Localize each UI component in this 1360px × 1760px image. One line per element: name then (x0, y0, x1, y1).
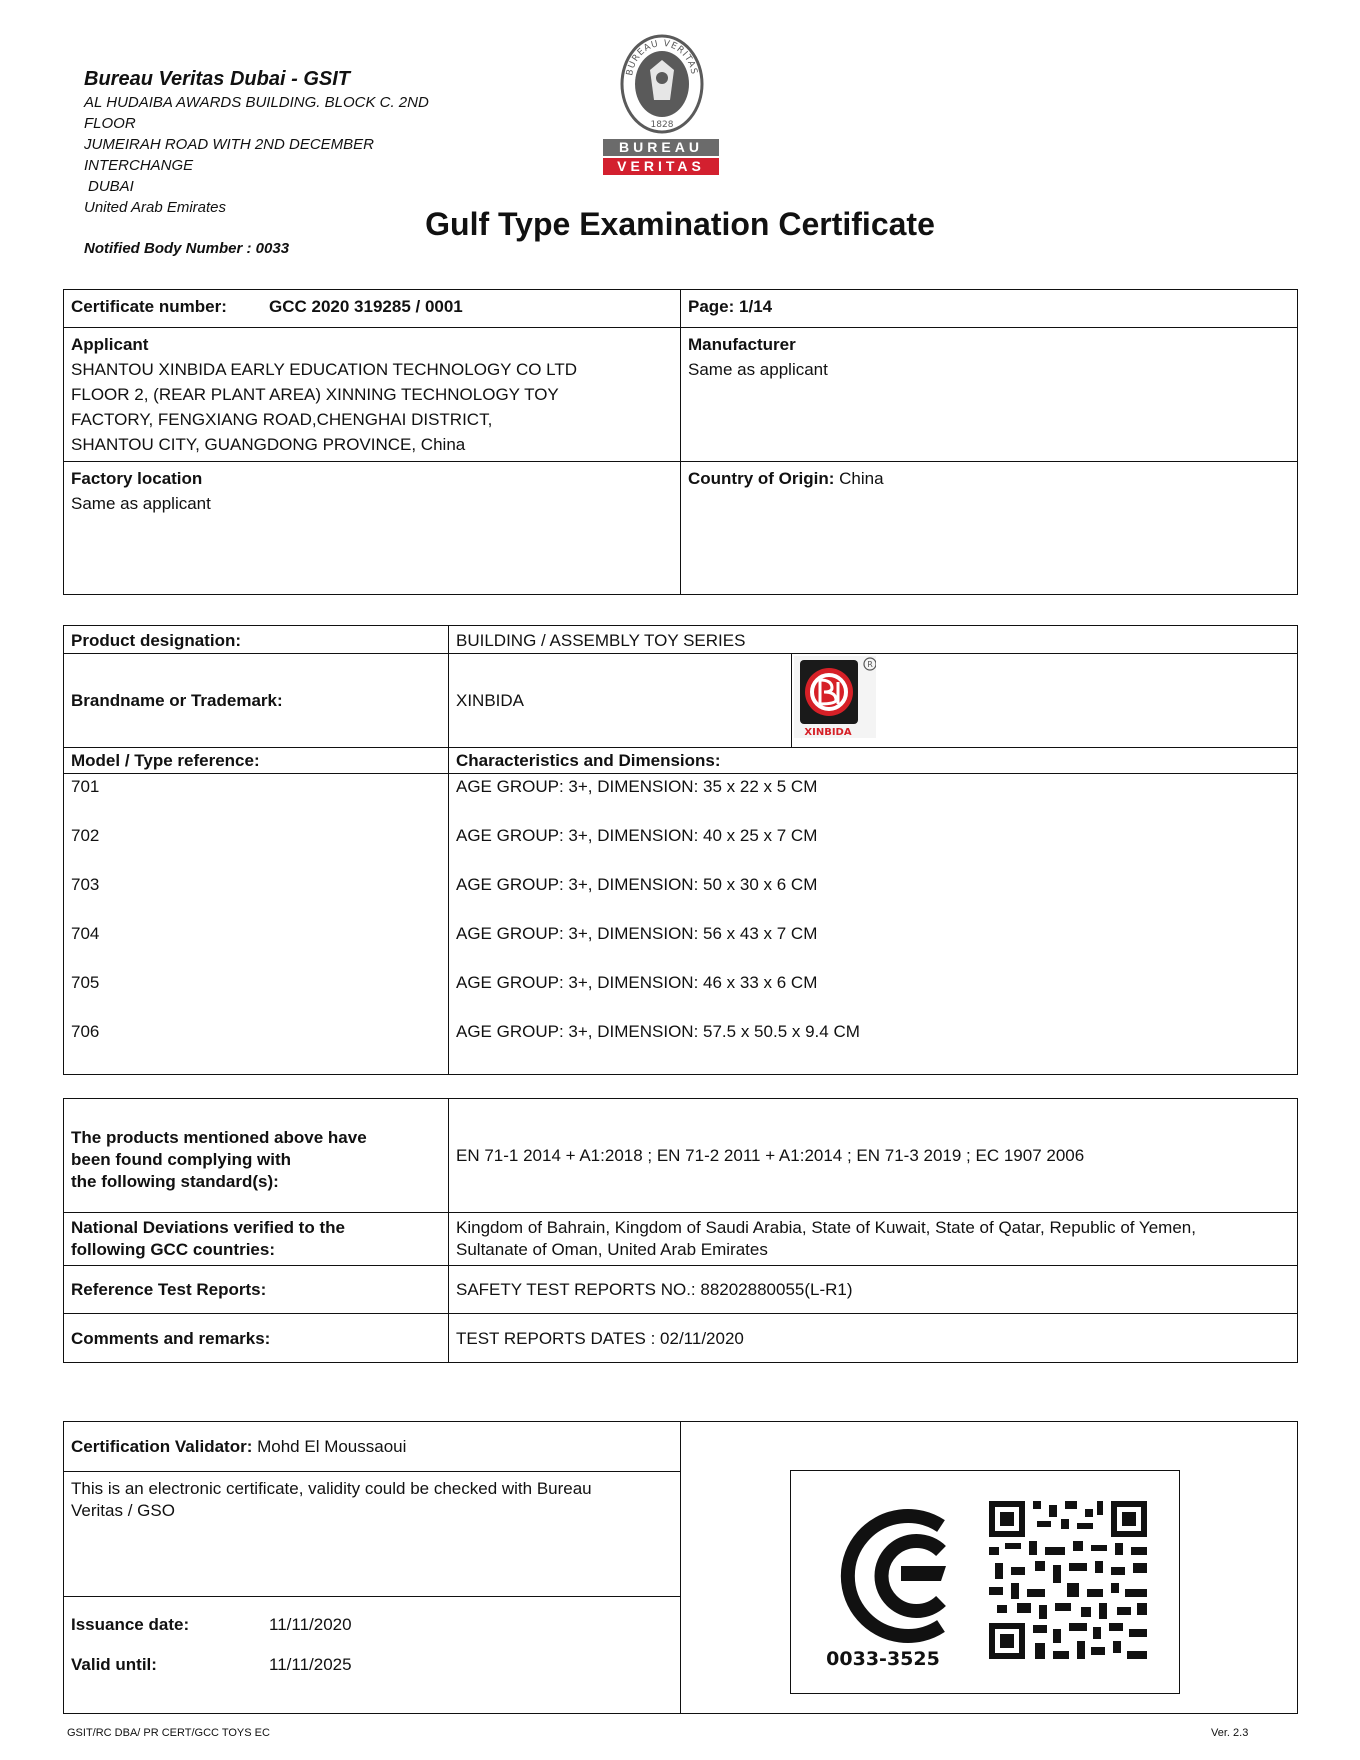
standards-label (64, 1099, 449, 1213)
model-reference: 706 (71, 1022, 100, 1041)
applicant-label: Applicant (71, 335, 149, 354)
manufacturer-label: Manufacturer (688, 335, 796, 354)
deviations-value (449, 1213, 1298, 1266)
certificate-header-table (63, 289, 1298, 595)
issuer-address-line: DUBAI (88, 178, 134, 195)
bureau-veritas-seal-icon (620, 30, 704, 134)
standards-label-line: the following standard(s): (71, 1171, 279, 1191)
characteristics-list (449, 774, 1298, 1075)
characteristics-header: Characteristics and Dimensions: (449, 748, 1298, 774)
seal-top-text: BUREAU VERITAS (625, 38, 699, 77)
page-number: Page: 1/14 (681, 290, 1298, 328)
applicant-line: SHANTOU CITY, GUANGDONG PROVINCE, China (71, 435, 466, 454)
valid-until-label: Valid until: (71, 1655, 157, 1674)
reference-reports-value: SAFETY TEST REPORTS NO.: 88202880055(L-R1) (449, 1266, 1298, 1314)
standards-value: EN 71-1 2014 + A1:2018 ; EN 71-2 2011 + A1:2014 ; EN 71-3 2019 ; EC 1907 2006 (449, 1099, 1298, 1213)
country-of-origin-value: China (839, 469, 884, 488)
comments-value: TEST REPORTS DATES : 02/11/2020 (449, 1314, 1298, 1363)
xinbida-logo-icon (794, 656, 876, 738)
model-reference-header: Model / Type reference: (64, 748, 449, 774)
issuer-address-line: INTERCHANGE (84, 157, 194, 174)
comments-label: Comments and remarks: (64, 1314, 449, 1363)
model-characteristics: AGE GROUP: 3+, DIMENSION: 57.5 x 50.5 x 9.4 CM (456, 1022, 860, 1041)
qr-code-icon (989, 1501, 1147, 1659)
factory-location-label: Factory location (71, 469, 203, 488)
deviations-line: Sultanate of Oman, United Arab Emirates (456, 1240, 768, 1259)
brand-logo-cell (792, 654, 1298, 748)
product-table (63, 625, 1298, 1075)
model-characteristics: AGE GROUP: 3+, DIMENSION: 40 x 25 x 7 CM (456, 826, 818, 845)
dates-cell (64, 1597, 681, 1714)
electronic-note-line: This is an electronic certificate, validity could be checked with Bureau (71, 1479, 592, 1498)
gcc-mark-icon (791, 1471, 1179, 1693)
issuer-address-line: AL HUDAIBA AWARDS BUILDING. BLOCK C. 2ND (84, 94, 429, 111)
deviations-line: Kingdom of Bahrain, Kingdom of Saudi Arabia, State of Kuwait, State of Qatar, Republic of Yemen, (456, 1218, 1196, 1237)
product-designation-label: Product designation: (64, 626, 449, 654)
deviations-label-line: National Deviations verified to the (71, 1218, 345, 1237)
logo-bureau-bar: BUREAU (603, 139, 719, 156)
standards-label-line: been found complying with (71, 1149, 292, 1169)
factory-location-cell (64, 462, 681, 595)
model-reference: 704 (71, 924, 100, 943)
deviations-label-line: following GCC countries: (71, 1240, 275, 1259)
country-of-origin-label: Country of Origin: (688, 469, 835, 488)
brandname-label: Brandname or Trademark: (64, 654, 449, 748)
applicant-line: FLOOR 2, (REAR PLANT AREA) XINNING TECHNOLOGY TOY (71, 385, 559, 404)
manufacturer-cell (681, 328, 1298, 462)
certificate-number-label: Certificate number: (71, 297, 227, 316)
gcc-mark-code: 0033-3525 (826, 1648, 940, 1670)
applicant-cell (64, 328, 681, 462)
country-of-origin-cell (681, 462, 1298, 595)
model-reference: 701 (71, 777, 100, 796)
page-title: Gulf Type Examination Certificate (425, 206, 935, 242)
certificate-number-cell (64, 290, 681, 328)
model-characteristics: AGE GROUP: 3+, DIMENSION: 56 x 43 x 7 CM (456, 924, 818, 943)
valid-until-date: 11/11/2025 (269, 1655, 352, 1674)
model-characteristics: AGE GROUP: 3+, DIMENSION: 46 x 33 x 6 CM (456, 973, 818, 992)
applicant-line: FACTORY, FENGXIANG ROAD,CHENGHAI DISTRICT, (71, 410, 493, 429)
gcc-conformity-mark (790, 1470, 1180, 1694)
model-reference: 705 (71, 973, 100, 992)
factory-location-value: Same as applicant (71, 494, 211, 513)
logo-veritas-bar: VERITAS (603, 158, 719, 175)
model-reference: 703 (71, 875, 100, 894)
compliance-table (63, 1098, 1298, 1363)
validator-label: Certification Validator: (71, 1437, 253, 1456)
applicant-line: SHANTOU XINBIDA EARLY EDUCATION TECHNOLOGY CO LTD (71, 360, 578, 379)
model-list (64, 774, 449, 1075)
registered-mark: R (867, 660, 873, 669)
issuance-date: 11/11/2020 (269, 1615, 352, 1634)
issuer-address-line: JUMEIRAH ROAD WITH 2ND DECEMBER (84, 136, 375, 153)
model-characteristics: AGE GROUP: 3+, DIMENSION: 35 x 22 x 5 CM (456, 777, 818, 796)
deviations-label (64, 1213, 449, 1266)
manufacturer-value: Same as applicant (688, 360, 828, 379)
seal-year: 1828 (650, 120, 674, 130)
issuer-address-line: United Arab Emirates (84, 199, 227, 216)
footer-form-code: GSIT/RC DBA/ PR CERT/GCC TOYS EC (67, 1727, 270, 1739)
footer-version: Ver. 2.3 (1211, 1727, 1249, 1739)
standards-label-line: The products mentioned above have (71, 1127, 367, 1147)
issuance-date-label: Issuance date: (71, 1615, 190, 1634)
issuer-address-line: FLOOR (84, 115, 136, 132)
notified-body-number: Notified Body Number : 0033 (84, 240, 290, 257)
brandname-value: XINBIDA (449, 654, 792, 748)
brand-logo-text: XINBIDA (804, 727, 852, 738)
issuer-name: Bureau Veritas Dubai - GSIT (84, 68, 350, 90)
reference-reports-label: Reference Test Reports: (64, 1266, 449, 1314)
model-characteristics: AGE GROUP: 3+, DIMENSION: 50 x 30 x 6 CM (456, 875, 818, 894)
model-reference: 702 (71, 826, 100, 845)
validator-name: Mohd El Moussaoui (257, 1437, 407, 1456)
product-designation-value: BUILDING / ASSEMBLY TOY SERIES (449, 626, 1298, 654)
validator-cell (64, 1422, 681, 1472)
certificate-number: GCC 2020 319285 / 0001 (269, 297, 463, 316)
electronic-note (64, 1472, 681, 1597)
electronic-note-line: Veritas / GSO (71, 1501, 175, 1520)
